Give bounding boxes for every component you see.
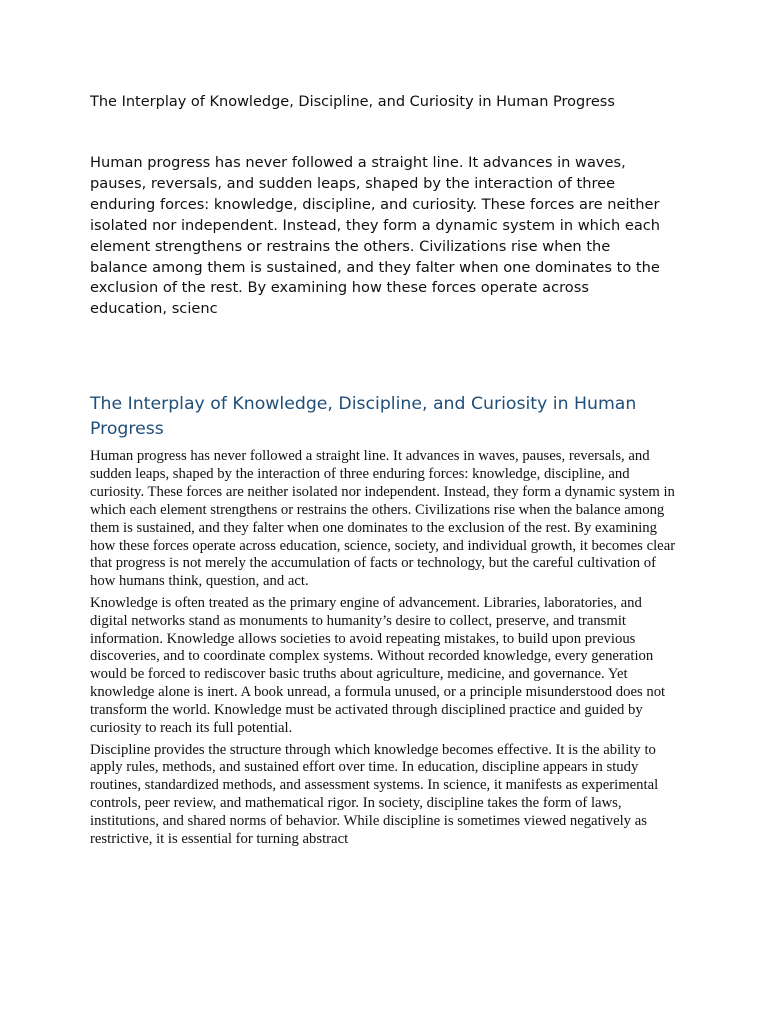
section-heading: The Interplay of Knowledge, Discipline, and Curiosity in Human Progress <box>90 394 637 439</box>
section-body <box>90 448 680 852</box>
plain-title: The Interplay of Knowledge, Discipline, and Curiosity in Human Progress <box>90 94 615 110</box>
body-paragraph-1: Human progress has never followed a straight line. It advances in waves, pauses, reversals, and sudden leaps, shaped by the interaction of three enduring forces: knowledge, discipline, and curiosity. These forces are neither isolated nor independent. Instead, they form a dynamic system in which each element strengthens or restrains the others. Civilizations rise when the balance among them is sustained, and they falter when one dominates to the exclusion of the rest. By examining how these forces operate across education, science, society, and individual growth, it becomes clear that progress is not merely the accumulation of facts or technology, but the careful cultivation of how humans think, question, and act. <box>90 448 676 590</box>
body-paragraph-3: Discipline provides the structure through which knowledge becomes effective. It is the ability to apply rules, methods, and sustained effort over time. In education, discipline appears in study routines, standardized methods, and assessment systems. In science, it manifests as experimental controls, peer review, and mathematical rigor. In society, discipline takes the form of laws, institutions, and shared norms of behavior. While discipline is sometimes viewed negatively as restrictive, it is essential for turning abstract <box>90 741 659 848</box>
body-paragraph-2: Knowledge is often treated as the primary engine of advancement. Libraries, laboratories, and digital networks stand as monuments to humanity’s desire to collect, preserve, and transmit information. Knowledge allows societies to avoid repeating mistakes, to build upon previous discoveries, and to coordinate complex systems. Without recorded knowledge, every generation would be forced to rediscover basic truths about agriculture, medicine, and governance. Yet knowledge alone is inert. A book unread, a formula unused, or a principle misunderstood does not transform the world. Knowledge must be activated through disciplined practice and guided by curiosity to reach its full potential. <box>90 594 666 737</box>
plain-body-paragraph: Human progress has never followed a straight line. It advances in waves, pauses, reversals, and sudden leaps, shaped by the interaction of three enduring forces: knowledge, discipline, and curiosity. These forces are neither isolated nor independent. Instead, they form a dynamic system in which each element strengthens or restrains the others. Civilizations rise when the balance among them is sustained, and they falter when one dominates to the exclusion of the rest. By examining how these forces operate across education, scienc <box>90 154 661 318</box>
